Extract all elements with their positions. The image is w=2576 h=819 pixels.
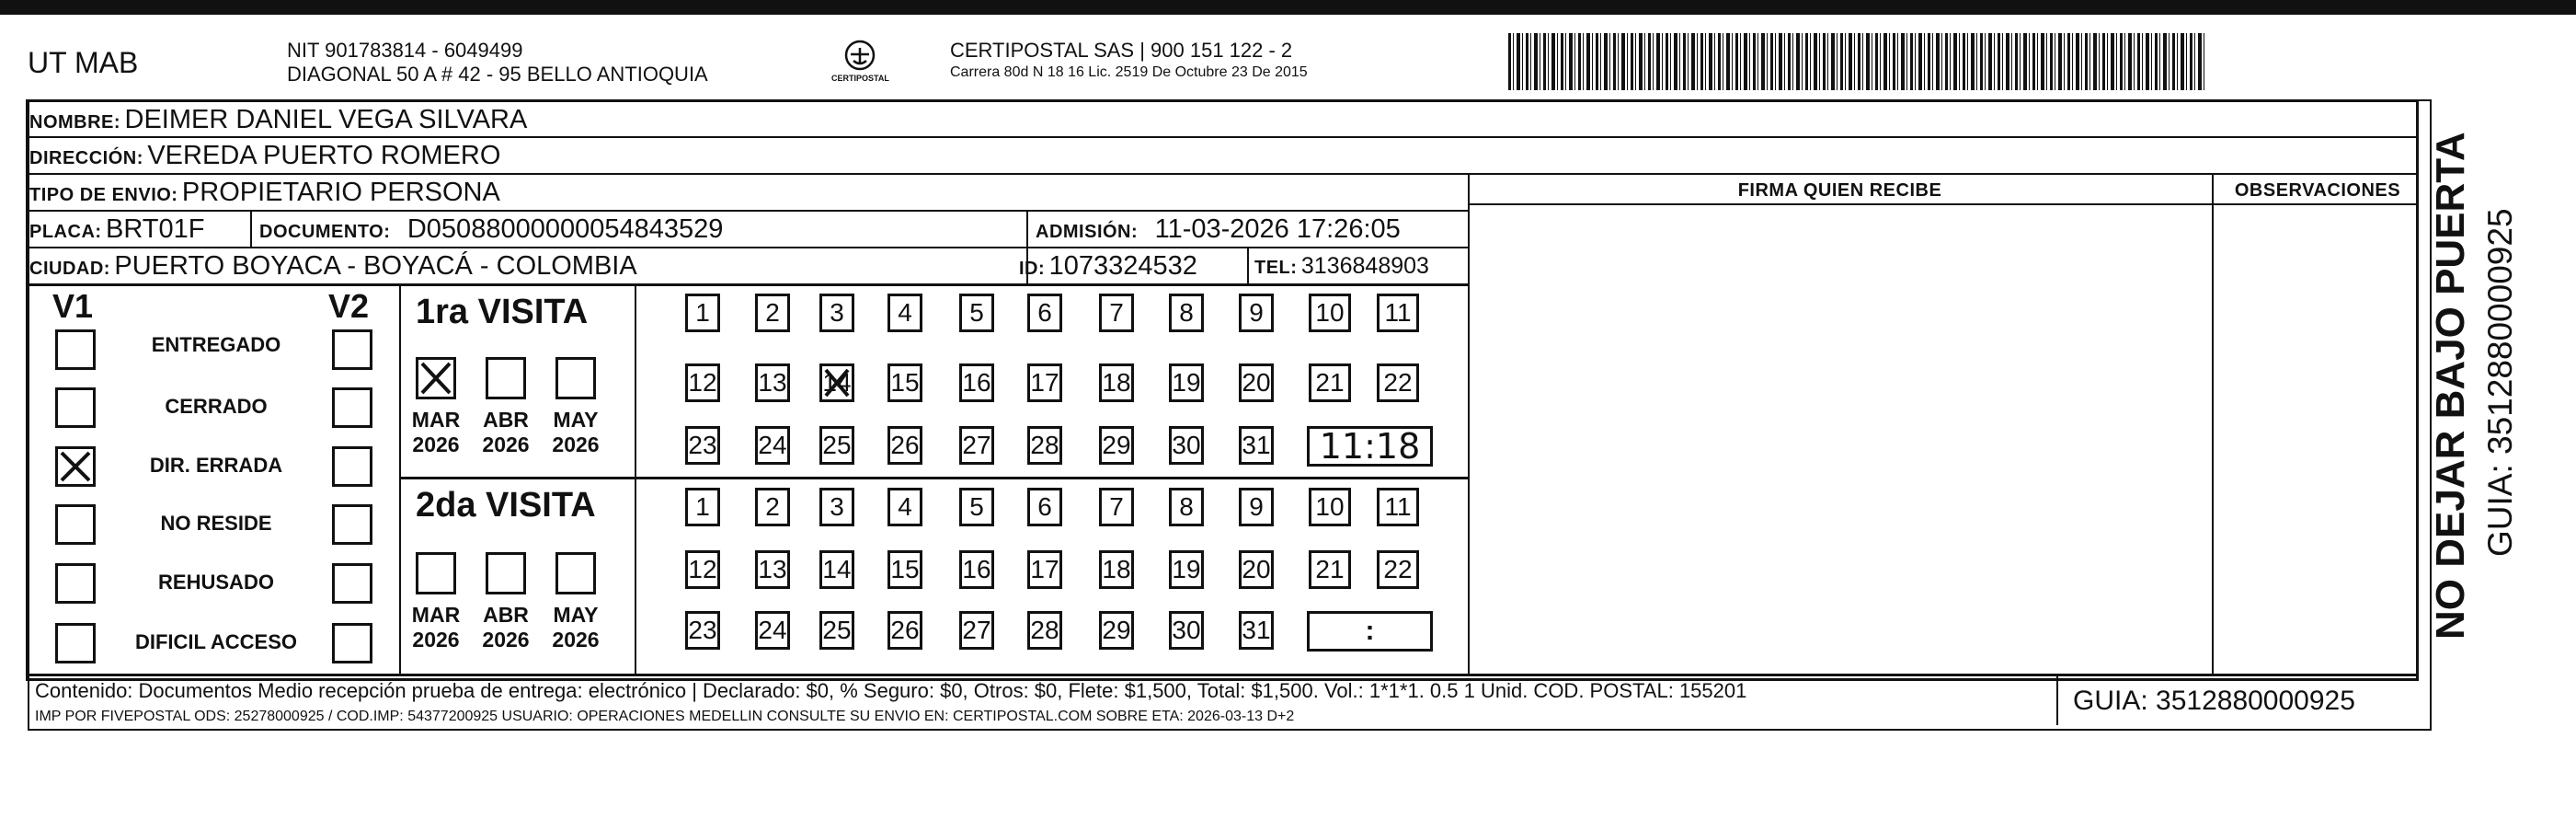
day-box[interactable]: 19 (1169, 550, 1204, 589)
v2-checkbox[interactable] (332, 504, 372, 545)
day-box[interactable]: 13 (755, 363, 790, 402)
first-visit-time[interactable]: 11:18 (1307, 426, 1433, 467)
day-box[interactable]: 3 (819, 488, 854, 526)
footer-impresion: IMP POR FIVEPOSTAL ODS: 25278000925 / COD.IMP: 54377200925 USUARIO: OPERACIONES MEDELLIN CONSULTE SU ENVIO EN: CERTIPOSTAL.COM SOBRE ETA: 2026-03-13 D+2 (35, 709, 1295, 724)
tel-row: TEL: 3136848903 (1254, 253, 1429, 279)
day-box[interactable]: 6 (1027, 294, 1062, 332)
day-box[interactable]: 20 (1239, 550, 1274, 589)
status-label: ENTREGADO (151, 333, 281, 356)
day-box[interactable]: 30 (1169, 426, 1204, 465)
v1-checkbox[interactable] (55, 563, 96, 604)
day-box[interactable]: 10 (1309, 488, 1351, 526)
day-box[interactable]: 16 (959, 363, 994, 402)
day-box[interactable]: 1 (685, 488, 720, 526)
day-box[interactable]: 25 (819, 611, 854, 650)
month-checkbox-may[interactable] (555, 552, 596, 594)
day-box[interactable]: 8 (1169, 488, 1204, 526)
admision-row: ADMISIÓN: 11-03-2026 17:26:05 (1036, 214, 1401, 244)
second-visit-title: 2da VISITA (416, 486, 596, 525)
day-box[interactable]: 23 (685, 426, 720, 465)
month-label: ABR 2026 (482, 603, 530, 652)
certipostal-logo (831, 37, 889, 90)
v1-checkbox[interactable] (55, 387, 96, 428)
day-box[interactable]: 22 (1377, 550, 1419, 589)
day-box[interactable]: 29 (1099, 611, 1134, 650)
day-box[interactable]: 18 (1099, 550, 1134, 589)
day-box[interactable]: 4 (887, 294, 922, 332)
day-box[interactable]: 7 (1099, 294, 1134, 332)
day-box[interactable]: 13 (755, 550, 790, 589)
ciudad-value: PUERTO BOYACA - BOYACÁ - COLOMBIA (114, 251, 637, 281)
day-box[interactable]: 12 (685, 363, 720, 402)
day-box[interactable]: 14 (819, 363, 854, 402)
v2-checkbox[interactable] (332, 329, 372, 370)
day-box[interactable]: 26 (887, 426, 922, 465)
ciudad-row: CIUDAD: PUERTO BOYACA - BOYACÁ - COLOMBIA (29, 251, 637, 281)
footer-guia: GUIA: 3512880000925 (2073, 686, 2355, 716)
placa-row: PLACA: BRT01F (29, 214, 205, 244)
cross-mark-icon (58, 449, 93, 484)
carrier-name: CERTIPOSTAL SAS | 900 151 122 - 2 (950, 39, 1293, 62)
v1-header: V1 (52, 287, 94, 325)
company-nit: NIT 901783814 - 6049499 (287, 39, 523, 62)
admision-value: 11-03-2026 17:26:05 (1154, 214, 1401, 244)
day-box[interactable]: 17 (1027, 550, 1062, 589)
day-box[interactable]: 29 (1099, 426, 1134, 465)
day-box[interactable]: 6 (1027, 488, 1062, 526)
placa-value: BRT01F (106, 214, 205, 244)
day-box[interactable]: 5 (959, 294, 994, 332)
carrier-license: Carrera 80d N 18 16 Lic. 2519 De Octubre 23 De 2015 (950, 64, 1308, 80)
day-box[interactable]: 25 (819, 426, 854, 465)
top-edge (0, 0, 2576, 15)
day-box[interactable]: 14 (819, 550, 854, 589)
day-box[interactable]: 9 (1239, 294, 1274, 332)
firma-header: FIRMA QUIEN RECIBE (1737, 180, 1942, 201)
day-box[interactable]: 15 (887, 363, 922, 402)
day-box[interactable]: 28 (1027, 611, 1062, 650)
id-row: ID: 1073324532 (1019, 251, 1197, 281)
month-checkbox-abr[interactable] (486, 357, 526, 399)
id-value: 1073324532 (1048, 251, 1197, 281)
v2-checkbox[interactable] (332, 563, 372, 604)
tipo-value: PROPIETARIO PERSONA (181, 178, 500, 207)
status-label: REHUSADO (158, 571, 274, 594)
day-box[interactable]: 31 (1239, 611, 1274, 650)
day-box[interactable]: 4 (887, 488, 922, 526)
first-visit-title: 1ra VISITA (416, 293, 589, 331)
month-checkbox-mar[interactable] (416, 552, 456, 594)
day-box[interactable]: 19 (1169, 363, 1204, 402)
day-box[interactable]: 18 (1099, 363, 1134, 402)
side-guia: GUIA: 3512880000925 (2481, 208, 2519, 557)
status-label: CERRADO (165, 395, 268, 418)
v1-checkbox[interactable] (55, 329, 96, 370)
second-visit-time[interactable]: : (1307, 611, 1433, 652)
company-address: DIAGONAL 50 A # 42 - 95 BELLO ANTIOQUIA (287, 63, 708, 86)
v2-checkbox[interactable] (332, 446, 372, 487)
day-box[interactable]: 31 (1239, 426, 1274, 465)
v1-checkbox[interactable] (55, 623, 96, 663)
day-box[interactable]: 21 (1309, 363, 1351, 402)
day-box[interactable]: 3 (819, 294, 854, 332)
status-label: DIFICIL ACCESO (134, 630, 297, 653)
day-box[interactable]: 27 (959, 426, 994, 465)
day-box[interactable]: 23 (685, 611, 720, 650)
v2-header: V2 (328, 287, 370, 325)
month-label: MAY 2026 (552, 603, 600, 652)
day-box[interactable]: 5 (959, 488, 994, 526)
day-box[interactable]: 2 (755, 294, 790, 332)
month-checkbox-may[interactable] (555, 357, 596, 399)
day-box[interactable]: 9 (1239, 488, 1274, 526)
logo-text: CERTIPOSTAL (831, 74, 889, 83)
day-box[interactable]: 24 (755, 611, 790, 650)
day-box[interactable]: 22 (1377, 363, 1419, 402)
day-box[interactable]: 28 (1027, 426, 1062, 465)
day-box[interactable]: 8 (1169, 294, 1204, 332)
month-label: ABR 2026 (482, 408, 530, 456)
day-box[interactable]: 7 (1099, 488, 1134, 526)
nombre-row: NOMBRE: DEIMER DANIEL VEGA SILVARA (29, 105, 528, 134)
v2-checkbox[interactable] (332, 623, 372, 663)
day-box[interactable]: 11 (1377, 488, 1419, 526)
cross-mark-icon (822, 366, 852, 399)
status-label: DIR. ERRADA (149, 454, 283, 477)
observaciones-header: OBSERVACIONES (2234, 180, 2401, 201)
day-box[interactable]: 24 (755, 426, 790, 465)
month-label: MAY 2026 (552, 408, 600, 456)
nombre-value: DEIMER DANIEL VEGA SILVARA (124, 105, 528, 134)
footer-contenido: Contenido: Documentos Medio recepción prueba de entrega: electrónico | Declarado: $0, % Seguro: $0, Otros: $0, Flete: $1,500, Total: $1,500. Vol.: 1*1*1. 0.5 1 Unid. COD. POSTAL: 155201 (35, 679, 1747, 702)
v1-checkbox[interactable] (55, 504, 96, 545)
tipo-row: TIPO DE ENVIO: PROPIETARIO PERSONA (29, 178, 500, 207)
day-box[interactable]: 15 (887, 550, 922, 589)
day-box[interactable]: 2 (755, 488, 790, 526)
direccion-value: VEREDA PUERTO ROMERO (147, 141, 501, 170)
day-box[interactable]: 16 (959, 550, 994, 589)
month-checkbox-abr[interactable] (486, 552, 526, 594)
v2-checkbox[interactable] (332, 387, 372, 428)
month-checkbox-mar[interactable] (416, 357, 456, 399)
cross-mark-icon (418, 360, 453, 397)
company-name: UT MAB (28, 46, 139, 79)
tel-value: 3136848903 (1300, 253, 1429, 279)
day-box[interactable]: 30 (1169, 611, 1204, 650)
day-box[interactable]: 17 (1027, 363, 1062, 402)
barcode (1508, 33, 2207, 90)
day-box[interactable]: 27 (959, 611, 994, 650)
day-box[interactable]: 1 (685, 294, 720, 332)
day-box[interactable]: 20 (1239, 363, 1274, 402)
day-box[interactable]: 21 (1309, 550, 1351, 589)
month-label: MAR 2026 (411, 603, 461, 652)
status-label: NO RESIDE (160, 512, 272, 535)
no-dejar-bajo-puerta: NO DEJAR BAJO PUERTA (2428, 132, 2473, 640)
v1-checkbox[interactable] (55, 446, 96, 487)
documento-value: D05088000000054843529 (406, 214, 724, 244)
month-label: MAR 2026 (411, 408, 461, 456)
direccion-row: DIRECCIÓN: VEREDA PUERTO ROMERO (29, 141, 501, 170)
day-box[interactable]: 12 (685, 550, 720, 589)
day-box[interactable]: 10 (1309, 294, 1351, 332)
day-box[interactable]: 26 (887, 611, 922, 650)
day-box[interactable]: 11 (1377, 294, 1419, 332)
documento-row: DOCUMENTO: D05088000000054843529 (259, 214, 724, 244)
